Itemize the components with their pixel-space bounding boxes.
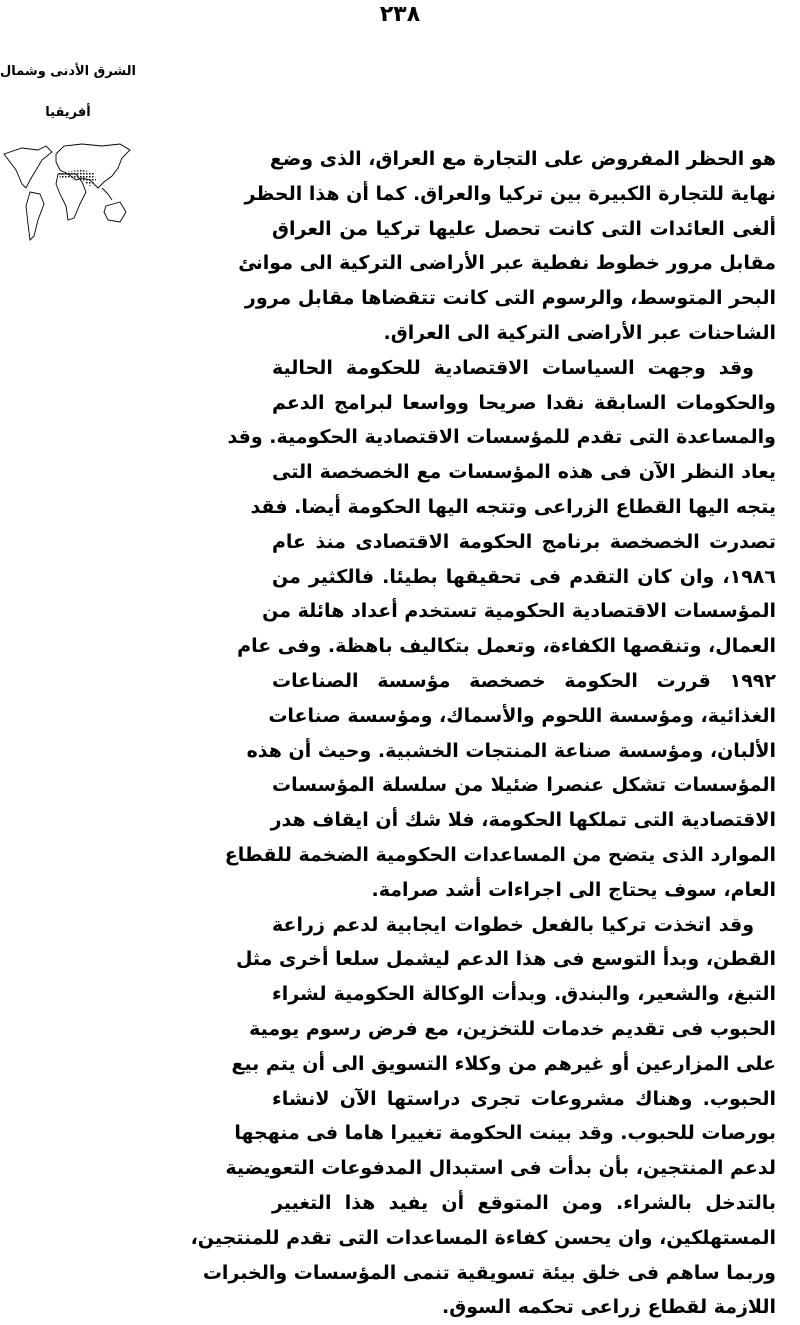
text-line: وقد وجهت السياسات الاقتصادية للحكومة الحالية <box>272 356 754 379</box>
world-map-icon <box>2 140 132 250</box>
text-line: والحكومات السابقة نقدا صريحا وواسعا لبرامج الدعم <box>272 391 776 414</box>
text-line: العمال، وتنقصها الكفاءة، وتعمل بتكاليف باهظة. وفى عام <box>237 635 776 658</box>
text-line: الاقتصادية التى تملكها الحكومة، فلا شك أن ايقاف هدر <box>270 809 776 832</box>
text-line: القطن، وبدأ التوسع فى هذا الدعم ليشمل سلعا أخرى مثل <box>235 948 776 971</box>
text-line: تصدرت الخصخصة برنامج الحكومة الاقتصادى منذ عام <box>272 530 776 553</box>
sidebar-title-line2: أفريقيا <box>45 105 91 120</box>
text-line: وربما ساهم فى خلق بيئة تسويقية تنمى المؤسسات والخبرات <box>202 1261 776 1284</box>
text-line: العام، سوف يحتاج الى اجراءات أشد صرامة. <box>371 878 776 901</box>
text-line: مقابل مرور خطوط نفطية عبر الأراضى التركية الى موانئ <box>238 252 776 275</box>
text-line: الشاحنات عبر الأراضى التركية الى العراق. <box>383 321 776 344</box>
text-line: يعاد النظر الآن فى هذه المؤسسات مع الخصخصة التى <box>272 461 776 484</box>
text-line: وقد اتخذت تركيا بالفعل خطوات ايجابية لدعم زراعة <box>272 913 754 936</box>
text-line: المؤسسات تشكل عنصرا ضئيلا من سلسلة المؤسسات <box>272 774 776 797</box>
text-line: هو الحظر المفروض على التجارة مع العراق، الذى وضع <box>269 148 776 170</box>
text-line: المؤسسات الاقتصادية الحكومية تستخدم أعداد هائلة من <box>262 600 776 623</box>
text-line: الألبان، ومؤسسة صناعة المنتجات الخشبية. وحيث أن هذه <box>246 739 776 762</box>
text-line: الحبوب فى تقديم خدمات للتخزين، مع فرض رسوم يومية <box>249 1017 776 1040</box>
text-line: ألغى العائدات التى كانت تحصل عليها تركيا من العراق <box>272 217 776 240</box>
text-line: على المزارعين أو غيرهم من وكلاء التسويق الى أن يتم بيع <box>231 1052 776 1075</box>
text-line: والمساعدة التى تقدم للمؤسسات الاقتصادية الحكومية. وقد <box>227 426 776 449</box>
text-line: ١٩٨٦، وان كان التقدم فى تحقيقها بطيئا. فالكثير من <box>272 565 776 588</box>
sidebar-title-line1: الشرق الأدنى وشمال <box>0 64 136 79</box>
text-line: المستهلكين، وان يحسن كفاءة المساعدات التى تقدم للمنتجين، <box>190 1226 776 1249</box>
text-line: نهاية للتجارة الكبيرة بين تركيا والعراق. كما أن هذا الحظر <box>244 182 776 205</box>
text-line: يتجه اليها القطاع الزراعى وتتجه اليها الحكومة أيضا. فقد <box>250 495 776 518</box>
text-line: ١٩٩٢ قررت الحكومة خصخصة مؤسسة الصناعات <box>272 669 776 692</box>
text-line: البحر المتوسط، والرسوم التى كانت تتقضاها مقابل مرور <box>244 287 776 310</box>
text-line: الحبوب. وهناك مشروعات تجرى دراستها الآن لانشاء <box>272 1087 776 1110</box>
body-text <box>190 142 776 1325</box>
text-line: الغذائية، ومؤسسة اللحوم والأسماك، ومؤسسة صناعات <box>268 704 776 727</box>
text-line: بورصات للحبوب. وقد بينت الحكومة تغييرا هاما فى منهجها <box>234 1122 776 1145</box>
text-line: لدعم المنتجين، بأن بدأت فى استبدال المدفوعات التعويضية <box>225 1157 776 1180</box>
page-number: ٢٣٨ <box>379 2 421 27</box>
text-line: التبغ، والشعير، والبندق. وبدأت الوكالة الحكومية لشراء <box>272 983 776 1006</box>
text-line: الموارد الذى يتضح من المساعدات الحكومية الضخمة للقطاع <box>224 843 776 866</box>
text-line: بالتدخل بالشراء. ومن المتوقع أن يفيد هذا التغيير <box>272 1191 776 1214</box>
text-line: اللازمة لقطاع زراعى تحكمه السوق. <box>441 1296 776 1319</box>
